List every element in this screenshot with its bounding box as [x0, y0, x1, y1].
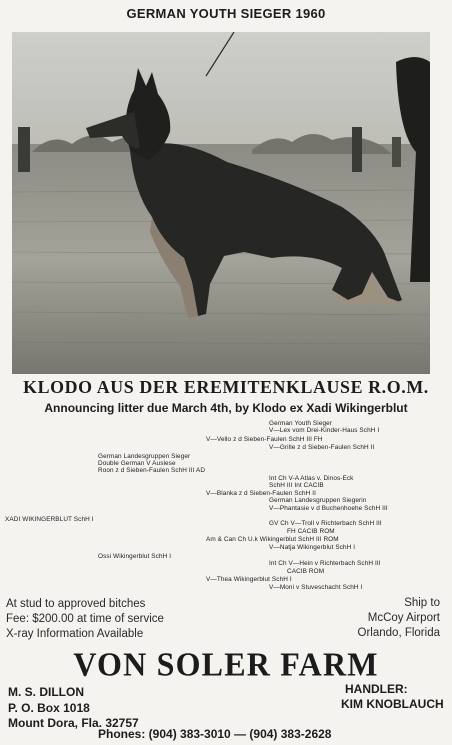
pedigree-dam: V—Blanka z d Sieben-Faulen SchH II — [206, 490, 316, 497]
handler-name: KIM KNOBLAUCH — [341, 697, 444, 711]
owner-city: Mount Dora, Fla. 32757 — [8, 716, 139, 730]
pedigree-xadi: XADI WIKINGERBLUT SchH I — [5, 516, 94, 523]
pedigree-thea: V—Thea Wikingerblut SchH I — [206, 576, 292, 583]
pedigree-dam-sire: Int Ch V-A Atlas v. Dinos-Eck — [269, 475, 354, 482]
dog-name: KLODO AUS DER EREMITENKLAUSE R.O.M. — [23, 377, 429, 397]
ship-airport: McCoy Airport — [367, 612, 440, 624]
pedigree-roon: Roon z d Sieben-Faulen SchH III AD — [98, 467, 206, 474]
dog-photo — [12, 32, 430, 374]
owner-box: P. O. Box 1018 — [8, 701, 90, 715]
pedigree-ossi: Ossi Wikingerblut SchH I — [98, 553, 172, 560]
pedigree-note: German Landesgruppen Sieger — [98, 453, 191, 460]
ship-city: Orlando, Florida — [357, 627, 440, 639]
dog-photo-image — [12, 32, 430, 374]
pedigree-sire-sire: V—Lex vom Drei-Kinder-Haus SchH I — [269, 427, 380, 434]
pedigree-sire-dam: V—Grille z d Sieben-Faulen SchH II — [269, 444, 375, 451]
pedigree-dam-dam-title: German Landesgruppen Siegerin — [269, 497, 367, 504]
pedigree-troll-titles: FH CACIB ROM — [287, 528, 335, 535]
stud-line: At stud to approved bitches — [6, 598, 146, 610]
stud-xray: X-ray Information Available — [6, 628, 144, 640]
owner-phones: Phones: (904) 383-3010 — (904) 383-2628 — [98, 727, 332, 741]
farm-name: VON SOLER FARM — [73, 645, 379, 683]
litter-announcement: Announcing litter due March 4th, by Klodo ex Xadi Wikingerblut — [44, 401, 408, 415]
pedigree-natja: V—Natja Wikingerblut SchH I — [269, 544, 356, 551]
owner-name: M. S. DILLON — [8, 685, 84, 699]
pedigree-moni: V—Moni v Stuveschacht SchH I — [269, 584, 363, 591]
pedigree-dam-sire-titles: SchH III Int CACIB — [269, 482, 324, 489]
pedigree-note: Double German V Auslese — [98, 460, 176, 467]
pedigree-uk: Am & Can Ch U.k Wikingerblut SchH III ROM — [206, 536, 339, 543]
pedigree-sire-title: German Youth Sieger — [269, 420, 333, 427]
pedigree-hein-titles: CACIB ROM — [287, 568, 325, 575]
ship-line: Ship to — [404, 597, 440, 609]
page-title: GERMAN YOUTH SIEGER 1960 — [126, 6, 326, 21]
pedigree-dam-dam: V—Phantasie v d Buchenhoehe SchH III — [269, 505, 388, 512]
stud-fee: Fee: $200.00 at time of service — [6, 613, 164, 625]
handler-label: HANDLER: — [345, 682, 408, 696]
pedigree-sire: V—Vello z d Sieben-Faulen SchH III FH — [206, 436, 323, 443]
pedigree-troll: GV Ch V—Troll v Richterbach SchH III — [269, 520, 382, 527]
pedigree-hein: Int Ch V—Hein v Richterbach SchH III — [269, 560, 381, 567]
